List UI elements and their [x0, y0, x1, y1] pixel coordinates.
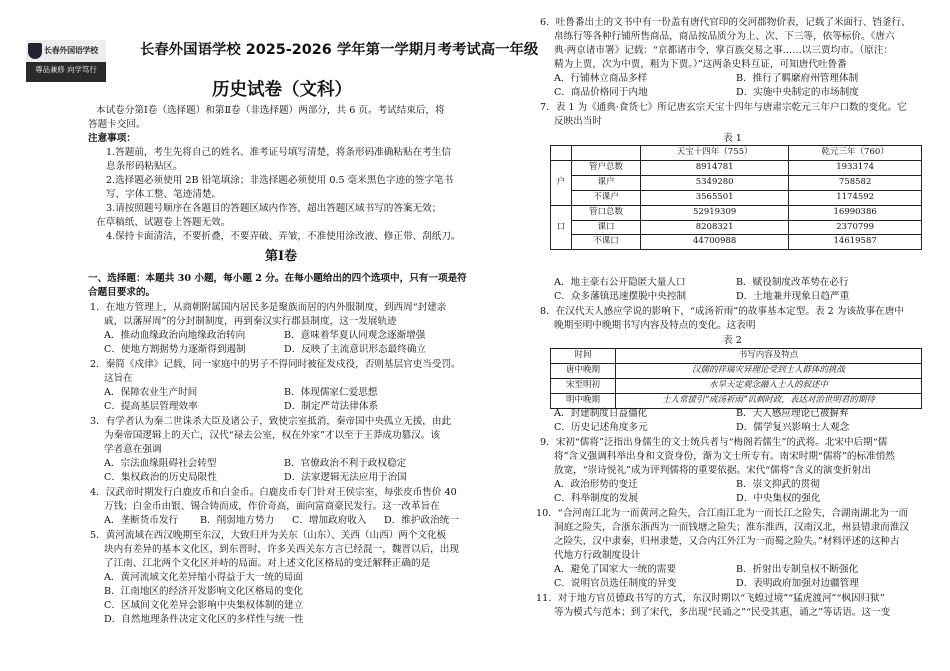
table-1-group-label: 口 — [551, 205, 572, 250]
table-1-corner — [572, 146, 641, 161]
answer-option: D．土地兼并现象日趋严重 — [736, 291, 850, 302]
answer-option: B．体现儒家仁爱思想 — [284, 387, 378, 398]
text-line: 9．宋初“儒将”泛指出身儒生的文士统兵者与“梅阁若儒生”的武将。北宋中后期“儒 — [540, 437, 888, 448]
table-2-period: 明中晚期 — [551, 393, 616, 408]
answer-option: C．历史记述角度多元 — [554, 422, 648, 433]
answer-option: D．表明政府加强对边疆管理 — [736, 578, 859, 589]
table-1-cell: 758582 — [789, 175, 922, 190]
table-1-row-label: 课口 — [572, 220, 641, 235]
answer-option: B．天人感应理论已被摒弃 — [736, 408, 849, 419]
table-1-cell: 8208321 — [641, 220, 789, 235]
table-1-row-label: 管口总数 — [572, 205, 641, 220]
text-line: 2.选择题必须使用 2B 铅笔填涂；非选择题必须使用 0.5 毫米黑色字迹的签字笔书 — [106, 175, 454, 186]
answer-option: D．儒学复兴影响士人观念 — [736, 422, 850, 433]
text-line: 戚，以藩屏周”的分封制制度，再到秦汉实行郡县制度，这一发展轨迹 — [104, 316, 397, 327]
table-1-cell: 14619587 — [789, 235, 922, 250]
table-1-cell: 52919309 — [641, 205, 789, 220]
answer-option: B．折射出专制皇权不断强化 — [736, 564, 859, 575]
table-2-header: 书写内容及特点 — [616, 349, 922, 364]
answer-option: B．意味着华夏认同观念逐渐增强 — [284, 330, 426, 341]
answer-option: A．垄断货币发行 — [104, 515, 179, 526]
table-1-cell: 44700988 — [641, 235, 789, 250]
text-line: 3．有学者认为秦二世诛杀大臣及诸公子，致使宗室抵消，秦帝国中央孤立无援，由此 — [90, 416, 452, 427]
text-line: 了江南、江北两个文化区并峙的局面。对上述文化区格局的变迁解释正确的是 — [104, 558, 431, 569]
text-line: 2．秦简《戍律》记载，同一家庭中的男子不得同时被征发戍役，否则基层官吏当受罚。 — [90, 359, 461, 370]
answer-option: C．提高基层管理效率 — [104, 401, 198, 412]
text-line: 11．对于地方官员德政书写的方式，东汉时期以“飞蝗过境”“猛虎渡河”“枫因归狱” — [536, 593, 885, 604]
text-line: 本试卷分第Ⅰ卷（选择题）和第Ⅱ卷（非选择题）两部分，共 6 页。考试结束后，将 — [96, 105, 445, 116]
table-1-header: 天宝十四年（755） — [641, 146, 789, 161]
answer-option: A．政治形势的变迁 — [554, 479, 638, 490]
table-2-content: 水旱天定观念融入士人的叙述中 — [616, 378, 922, 393]
text-line: 晚期至明中晚期书写内容及特点的变化。这表明 — [554, 320, 756, 331]
answer-option: B．江南地区的经济开发影响文化区格局的变化 — [104, 586, 303, 597]
table-1-cell: 1174592 — [789, 190, 922, 205]
table-2-header: 时间 — [551, 349, 616, 364]
answer-option: D．实施中央制定的市场制度 — [736, 87, 859, 98]
answer-option: D．制定严苛法律体系 — [284, 401, 379, 412]
text-line: 4.保持卡面清洁，不要折叠，不要弄破、弄皱，不准使用涂改液、修正带、刮纸刀。 — [106, 231, 461, 242]
table-1-cell: 2370799 — [789, 220, 922, 235]
answer-option: C．增加政府收入 — [292, 515, 367, 526]
school-crest-icon — [28, 43, 42, 59]
text-line: 3.请按照题号顺序在各题目的答题区域内作答，超出答题区域书写的答案无效； — [106, 203, 442, 214]
answer-option: D．反映了主流意识形态最终确立 — [284, 344, 427, 355]
text-line: 第Ⅰ卷 — [264, 249, 298, 264]
table-2-period: 唐中晚期 — [551, 363, 616, 378]
table-1-row-label: 不课口 — [572, 235, 641, 250]
table-1-row-label: 管户总数 — [572, 160, 641, 175]
answer-option: C．说明官员选任制度的异变 — [554, 578, 677, 589]
text-line: 等为模式与范本；到了宋代，多出现“民诵之”“民受其惠，诵之”等话语。这一变 — [554, 607, 891, 618]
table-1-cell: 5349280 — [641, 175, 789, 190]
text-line: 洞庭之险失，合浙东浙西为一而钱塘之险失；淮东淮西，汉南汉北，州县错隶而淮汉 — [554, 522, 909, 533]
text-line: 8．在汉代天人感应学说的影响下，“成汤祈雨”的故事基本定型。表 2 为该故事在唐中 — [540, 306, 904, 317]
answer-option: D．维护政治统一 — [384, 515, 459, 526]
answer-option: D．中央集权的强化 — [736, 493, 821, 504]
answer-option: C．集权政治的历史局限性 — [104, 472, 217, 483]
answer-option: A．地主豪右公开隐匿大量人口 — [554, 277, 686, 288]
table-1-household-stats — [550, 145, 922, 250]
answer-option: B．赋役制度改革势在必行 — [736, 277, 849, 288]
text-line: 写，字体工整、笔迹清楚。 — [106, 189, 222, 200]
answer-option: A．黄河流域文化差异缩小得益于大一统的局面 — [104, 572, 303, 583]
text-line: 1.答题前，考生先将自己的姓名、准考证号填写清楚，将条形码准确粘贴在考生信 — [106, 147, 451, 158]
text-line: 万钱；白金币由银、锡合铸而成，作价奇高，面向富商豪民发行。这一改革旨在 — [104, 501, 440, 512]
text-line: 典·两京诸市署》记载：“京都诸市令，掌百族交易之事……以三贾均市。（原注： — [554, 45, 893, 56]
table-1-header: 乾元三年（760） — [789, 146, 922, 161]
text-line: 学者意在强调 — [104, 444, 162, 455]
answer-option: A．宗法血缘阻碍社会转型 — [104, 458, 217, 469]
text-line: 帛练行等各种行铺所售商品，商品按品质分为上、次、下三等，依等标价。《唐六 — [554, 31, 895, 42]
text-line: 块内有差异的基本文化区，到东晋时，许多关西关东方言已经混一，魏晋以后，出现 — [104, 544, 459, 555]
logo-motto: 尊品兼修 向学笃行 — [35, 65, 97, 74]
answer-option: B．崇文抑武的贯彻 — [736, 479, 820, 490]
text-line: 注意事项： — [88, 133, 136, 144]
answer-option: C．科举制度的发展 — [554, 493, 639, 504]
logo-school-name: 长春外国语学校 — [44, 45, 98, 56]
answer-option: B．削弱地方势力 — [200, 515, 275, 526]
table-2-content: 汉儒的祥瑞灾异理论受到士人群体的挑战 — [616, 363, 922, 378]
text-line: 一、选择题：本题共 30 小题，每小题 2 分。在每小题给出的四个选项中，只有一项是符 — [88, 273, 467, 284]
answer-option: C．使地方割据势力逐渐得到遏制 — [104, 344, 246, 355]
text-line: 息条形码粘贴区。 — [106, 161, 183, 172]
text-line: 4．汉武帝时期发行白鹿皮币和白金币。白鹿皮币专门针对王侯宗室，每张皮币售价 40 — [90, 487, 457, 498]
answer-option: B．官僚政治不利于政权稳定 — [284, 458, 407, 469]
text-line: 7．表 1 为《通典·食货七》所记唐玄宗天宝十四年与唐肃宗乾元三年户口数的变化。它 — [540, 102, 907, 113]
text-line: 代地方行政制度设计 — [554, 550, 641, 561]
answer-option: A．推动血缘政治向地缘政治转向 — [104, 330, 246, 341]
table-1-cell: 8914781 — [641, 160, 789, 175]
text-line: 这旨在 — [104, 373, 133, 384]
table-2-content: 士人常援引“成汤祈雨”讥刺时政，表达对治世明君的期待 — [616, 393, 922, 408]
text-line: 之险失，汉中隶秦，归州隶楚，又合内江外江为一而蜀之险失。”材料评述的这种古 — [554, 536, 900, 547]
answer-option: B．推行了羁縻府州管理体制 — [736, 73, 859, 84]
text-line: 合题目要求的。 — [88, 287, 156, 298]
text-line: 为秦帝国逻辑上的天亡，汉代“禄去公室，权在外家”才以至于王莽成功篡汉。该 — [104, 430, 440, 441]
answer-option: A．行铺林立商品多样 — [554, 73, 648, 84]
table-1-cell: 16990386 — [789, 205, 922, 220]
text-line: 表 2 — [723, 335, 742, 346]
table-1-cell: 3565501 — [641, 190, 789, 205]
table-1-row-label: 不课户 — [572, 190, 641, 205]
text-line: 10．“合河南江北为一而黄河之险失，合江南江北为一而长江之险失，合湖南湖北为一而 — [536, 508, 909, 519]
answer-option: A．封建制度日益僵化 — [554, 408, 648, 419]
school-title: 长春外国语学校 2025-2026 学年第一学期月考考试高一年级 — [140, 42, 539, 58]
text-line: 在草稿纸、试题卷上答题无效。 — [96, 217, 231, 228]
text-line: 6．吐鲁番出土的文书中有一份盖有唐代官印的交河郡物价表，记载了米面行、铛釜行、 — [540, 17, 911, 28]
text-line: 1．在地方管理上，从商朝附属国内居民多是聚族而居的内外服制度，到西周“封建亲 — [90, 302, 447, 313]
answer-option: A．保障农业生产时间 — [104, 387, 198, 398]
table-1-cell: 1933174 — [789, 160, 922, 175]
table-2-period: 宋至明初 — [551, 378, 616, 393]
table-1-group-label: 户 — [551, 160, 572, 205]
exam-subject-title: 历史试卷（文科） — [212, 80, 352, 100]
table-1-row-label: 课户 — [572, 175, 641, 190]
text-line: 表 1 — [723, 133, 742, 144]
text-line: 5．黄河流域在西汉晚期至东汉，大致归并为关东（山东）、关西（山西）两个文化板 — [90, 530, 447, 541]
answer-option: D．法家逻辑无法应用于治国 — [284, 472, 407, 483]
text-line: 答题卡交回。 — [88, 119, 146, 130]
answer-option: C．众多藩镇迅速摆脱中央控制 — [554, 291, 687, 302]
answer-option: D．自然地理条件决定文化区的多样性与统一性 — [104, 614, 304, 625]
table-1-corner — [551, 146, 572, 161]
answer-option: A．避免了国家大一统的需要 — [554, 564, 677, 575]
text-line: 将”含义强调科举出身和文资身份，渐为文士所专有。南宋时期“儒将”的标准悄然 — [554, 451, 895, 462]
answer-option: C．区域间文化差异会影响中央集权体制的建立 — [104, 600, 304, 611]
text-line: 精为上贾，次为中贾，粗为下贾。）”这两条史料互证，可知唐代吐鲁番 — [554, 59, 847, 70]
school-logo — [26, 40, 106, 82]
text-line: 反映出当时 — [554, 116, 602, 127]
text-line: 放宽，“崇诗悦礼”成为评判儒将的重要依据。宋代“儒将”含义的演变折射出 — [554, 465, 872, 476]
answer-option: C．商品价格同于内地 — [554, 87, 648, 98]
table-2-story-changes — [550, 348, 922, 409]
